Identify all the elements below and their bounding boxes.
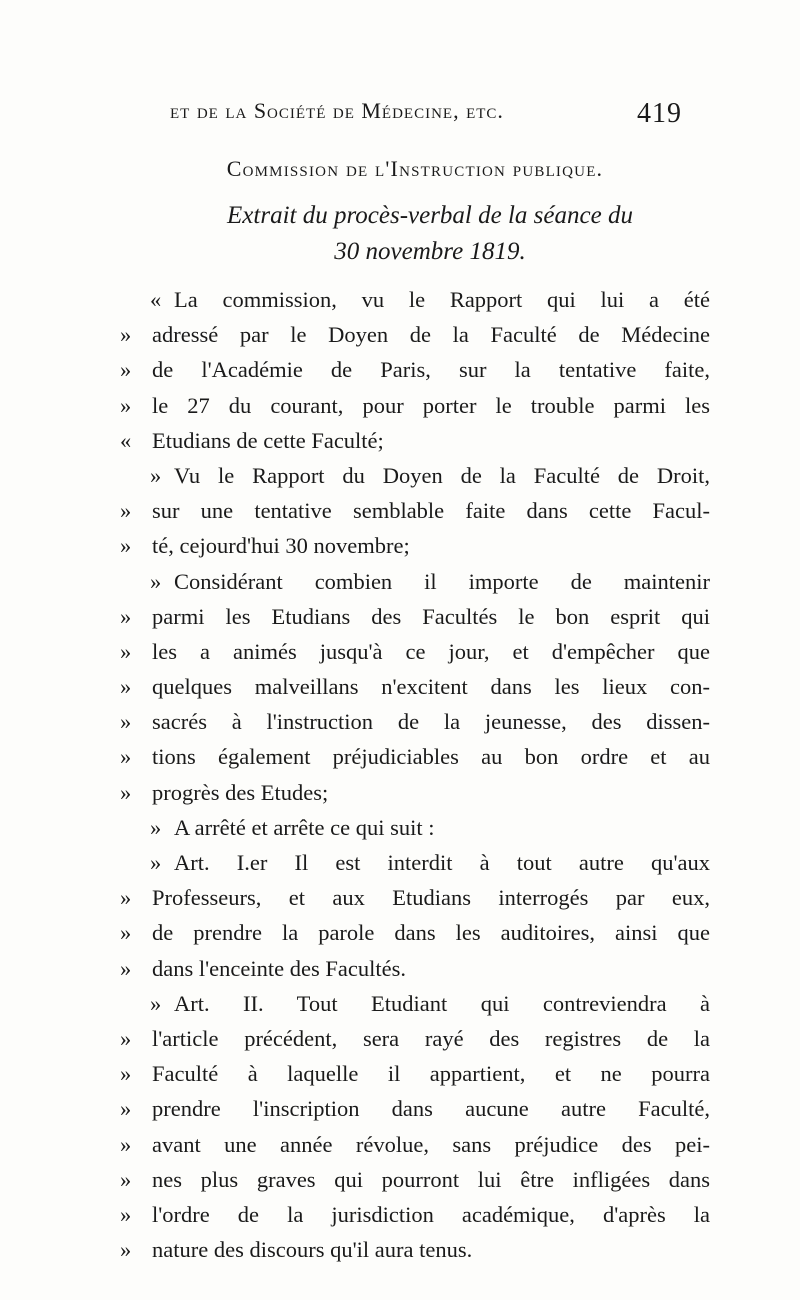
text-line [110, 1056, 710, 1091]
running-head-title: et de la Société de Médecine, etc. [170, 98, 504, 123]
text-line [110, 1197, 710, 1232]
line-text: de l'Académie de Paris, sur la tentative faite, [152, 357, 710, 383]
quotation-mark: » [120, 392, 132, 418]
quotation-mark: » [120, 744, 132, 770]
line-text: Faculté à laquelle il appartient, et ne pourra [152, 1061, 710, 1087]
line-text: tions également préjudiciables au bon ordre et au [152, 744, 710, 770]
text-line [110, 1021, 710, 1056]
line-text: Professeurs, et aux Etudians interrogés par eux, [152, 885, 710, 911]
quotation-mark: » [120, 1166, 132, 1192]
extract-title-line-1: Extrait du procès-verbal de la séance du [227, 202, 633, 229]
quotation-mark: » [120, 955, 132, 981]
text-line [110, 493, 710, 528]
line-text: quelques malveillans n'excitent dans les lieux con- [152, 674, 710, 700]
text-line [110, 775, 710, 810]
quotation-mark: » [120, 674, 132, 700]
text-line [110, 388, 710, 423]
line-text: progrès des Etudes; [152, 779, 329, 805]
line-text: té, cejourd'hui 30 novembre; [152, 533, 410, 559]
line-text: le 27 du courant, pour porter le trouble parmi les [152, 392, 710, 418]
text-line [110, 845, 710, 880]
quotation-mark: » [120, 709, 132, 735]
quotation-mark: » [150, 814, 162, 840]
text-line [110, 986, 710, 1021]
quotation-mark: » [120, 1201, 132, 1227]
text-line [110, 951, 710, 986]
quotation-mark: » [120, 885, 132, 911]
text-line [110, 669, 710, 704]
quotation-mark: » [150, 990, 162, 1016]
line-text: La commission, vu le Rapport qui lui a été [174, 287, 710, 312]
text-line [110, 458, 710, 493]
line-text: Art. I.er Il est interdit à tout autre qu'aux [174, 850, 710, 875]
line-text: Considérant combien il importe de maintenir [174, 568, 710, 594]
page-number: 419 [637, 98, 682, 129]
line-text: sur une tentative semblable faite dans cette Facul- [152, 498, 710, 524]
text-line [110, 880, 710, 915]
quotation-mark: » [150, 462, 162, 488]
line-text: adressé par le Doyen de la Faculté de Médecine [152, 322, 710, 348]
section-heading: Commission de l'Instruction publique. [226, 156, 604, 181]
quotation-mark: » [150, 568, 162, 594]
text-line [110, 810, 710, 845]
quotation-mark: » [150, 850, 162, 875]
body-text [110, 282, 710, 1267]
text-line [110, 1091, 710, 1126]
text-line [110, 1127, 710, 1162]
line-text: les a animés jusqu'à ce jour, et d'empêcher que [152, 638, 710, 664]
text-line [110, 528, 710, 563]
line-text: Vu le Rapport du Doyen de la Faculté de Droit, [174, 462, 710, 488]
line-text: de prendre la parole dans les auditoires, ainsi que [152, 920, 710, 946]
line-text: l'ordre de la jurisdiction académique, d'après la [152, 1201, 710, 1227]
extract-title [150, 198, 710, 270]
extract-title-line-2: 30 novembre 1819. [334, 238, 526, 265]
quotation-mark: » [120, 1061, 132, 1087]
text-line [110, 282, 710, 317]
quotation-mark: « [120, 427, 132, 453]
quotation-mark: » [120, 779, 132, 805]
line-text: parmi les Etudians des Facultés le bon esprit qui [152, 603, 710, 629]
text-line [110, 1232, 710, 1267]
line-text: nes plus graves qui pourront lui être infligées dans [152, 1166, 710, 1192]
line-text: prendre l'inscription dans aucune autre Faculté, [152, 1096, 710, 1122]
line-text: l'article précédent, sera rayé des registres de la [152, 1025, 710, 1051]
line-text: Etudians de cette Faculté; [152, 427, 384, 453]
text-line [110, 352, 710, 387]
quotation-mark: « [150, 287, 162, 312]
quotation-mark: » [120, 920, 132, 946]
quotation-mark: » [120, 1096, 132, 1122]
quotation-mark: » [120, 638, 132, 664]
text-line [110, 634, 710, 669]
line-text: dans l'enceinte des Facultés. [152, 955, 406, 981]
line-text: Art. II. Tout Etudiant qui contreviendra à [174, 990, 710, 1016]
quotation-mark: » [120, 1237, 132, 1263]
text-line [110, 739, 710, 774]
line-text: sacrés à l'instruction de la jeunesse, des dissen- [152, 709, 710, 735]
text-line [110, 317, 710, 352]
line-text: A arrêté et arrête ce qui suit : [174, 814, 435, 840]
text-line [110, 1162, 710, 1197]
quotation-mark: » [120, 533, 132, 559]
text-line [110, 564, 710, 599]
quotation-mark: » [120, 603, 132, 629]
quotation-mark: » [120, 322, 132, 348]
line-text: nature des discours qu'il aura tenus. [152, 1237, 473, 1263]
running-head [170, 98, 690, 134]
text-line [110, 915, 710, 950]
text-line [110, 704, 710, 739]
quotation-mark: » [120, 1025, 132, 1051]
quotation-mark: » [120, 498, 132, 524]
text-line [110, 599, 710, 634]
text-line [110, 423, 710, 458]
line-text: avant une année révolue, sans préjudice des pei- [152, 1131, 710, 1157]
quotation-mark: » [120, 1131, 132, 1157]
quotation-mark: » [120, 357, 132, 383]
